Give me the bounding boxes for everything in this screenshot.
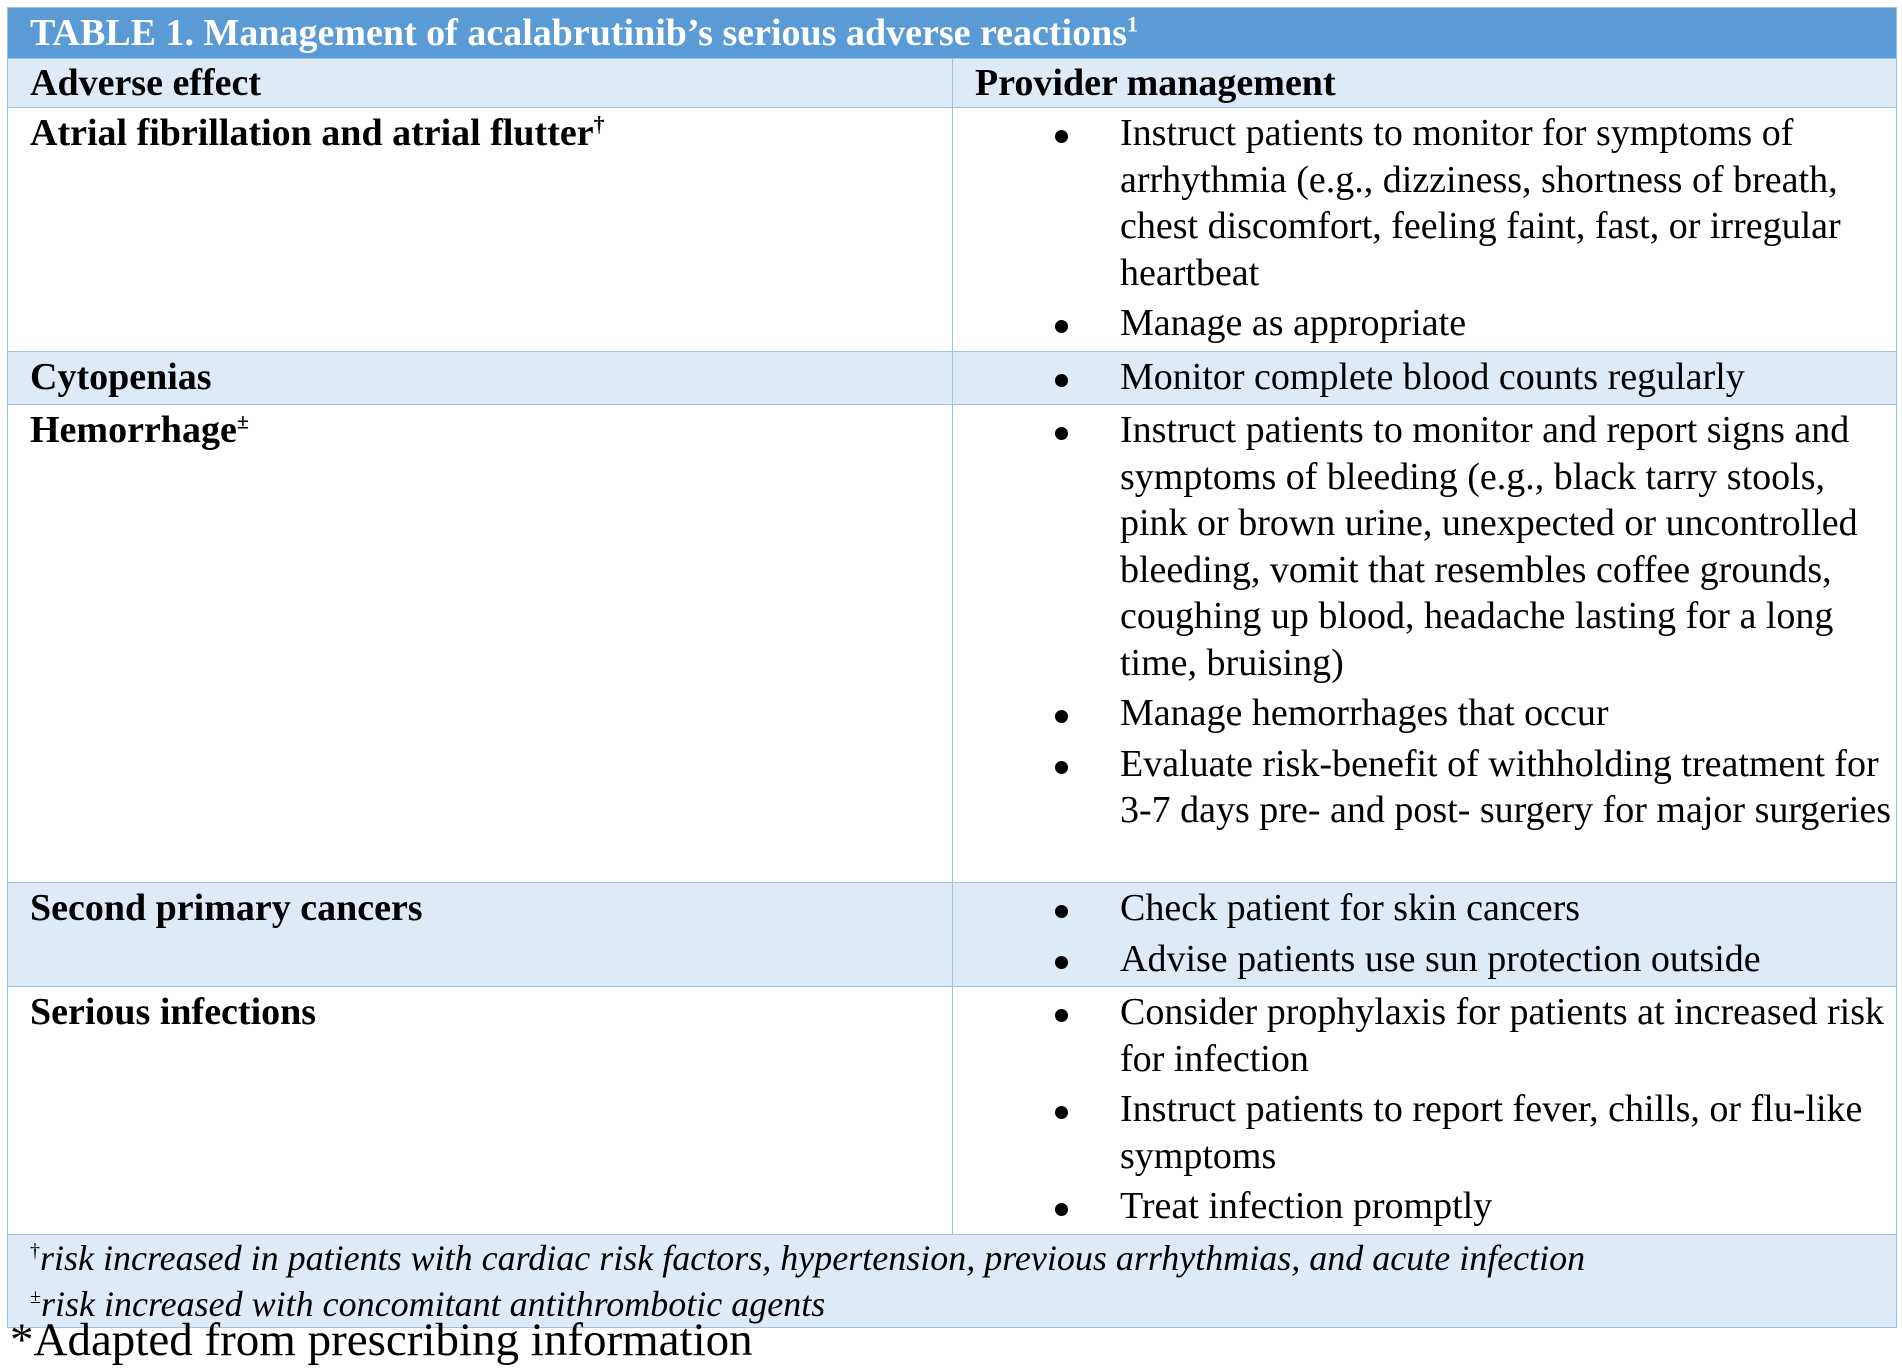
- management-cell: [953, 987, 1897, 1235]
- bullet-icon: [1055, 1203, 1068, 1216]
- source-caption: *Adapted from prescribing information: [10, 1314, 753, 1366]
- bullet-icon: [1055, 130, 1068, 143]
- footnote: ±risk increased with concomitant antithrombotic agents: [30, 1283, 826, 1324]
- bullet-icon: [1055, 956, 1068, 969]
- list-item: Monitor complete blood counts regularly: [975, 354, 1896, 401]
- management-cell: [953, 108, 1897, 352]
- bullet-icon: [1055, 427, 1068, 440]
- list-item: Check patient for skin cancers: [975, 885, 1896, 932]
- effect-cell: Hemorrhage±: [8, 405, 953, 883]
- list-item: Instruct patients to monitor and report signs and symptoms of bleeding (e.g., black tarry stools, pink or brown urine, unexpected or uncontrolled bleeding, vomit that resembles coffee grounds, coughing up blood, headache lasting for a long time, bruising): [975, 407, 1896, 686]
- list-item: Instruct patients to monitor for symptoms of arrhythmia (e.g., dizziness, shortness of breath, chest discomfort, feeling faint, fast, or irregular heartbeat: [975, 110, 1896, 296]
- table-row: [8, 987, 1897, 1235]
- footnote: †risk increased in patients with cardiac risk factors, hypertension, previous arrhythmias, and acute infection: [30, 1237, 1586, 1278]
- management-cell: [953, 883, 1897, 987]
- header-adverse-effect: Adverse effect: [8, 59, 953, 108]
- list-item: Instruct patients to report fever, chills, or flu-like symptoms: [975, 1086, 1896, 1179]
- list-item: Evaluate risk-benefit of withholding treatment for 3-7 days pre- and post- surgery for major surgeries: [975, 741, 1896, 834]
- table-row: [8, 405, 1897, 883]
- list-item: Treat infection promptly: [975, 1183, 1896, 1230]
- bullet-icon: [1055, 710, 1068, 723]
- bullet-icon: [1055, 374, 1068, 387]
- bullet-icon: [1055, 1106, 1068, 1119]
- table-row: [8, 351, 1897, 405]
- effect-cell: Cytopenias: [8, 351, 953, 405]
- bullet-icon: [1055, 905, 1068, 918]
- table-title-row: [8, 8, 1897, 59]
- effect-cell: Atrial fibrillation and atrial flutter†: [8, 108, 953, 352]
- list-item: Manage as appropriate: [975, 300, 1896, 347]
- list-item: Manage hemorrhages that occur: [975, 690, 1896, 737]
- list-item: Advise patients use sun protection outside: [975, 936, 1896, 983]
- table-row: [8, 108, 1897, 352]
- effect-cell: Second primary cancers: [8, 883, 953, 987]
- table-header-row: [8, 59, 1897, 108]
- effect-cell: Serious infections: [8, 987, 953, 1235]
- header-provider-management: Provider management: [953, 59, 1897, 108]
- bullet-icon: [1055, 1009, 1068, 1022]
- bullet-icon: [1055, 761, 1068, 774]
- management-cell: [953, 351, 1897, 405]
- list-item: Consider prophylaxis for patients at increased risk for infection: [975, 989, 1896, 1082]
- bullet-icon: [1055, 320, 1068, 333]
- table-row: [8, 883, 1897, 987]
- adverse-reactions-table: [7, 7, 1897, 1328]
- management-cell: [953, 405, 1897, 883]
- table-title: TABLE 1. Management of acalabrutinib’s serious adverse reactions$^1$: [8, 8, 1897, 59]
